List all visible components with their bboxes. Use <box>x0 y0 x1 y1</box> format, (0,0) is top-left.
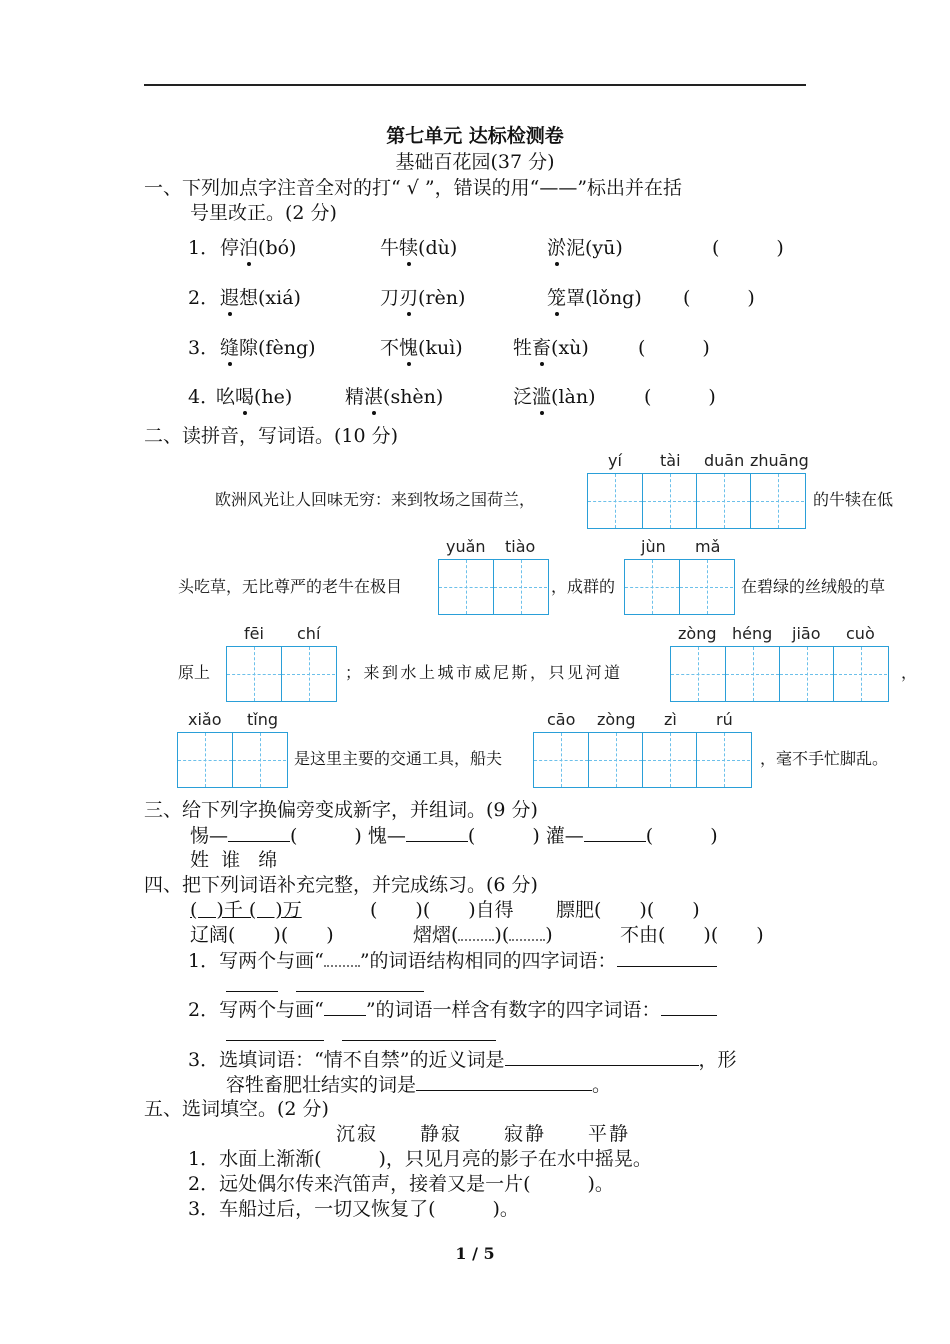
q4-blank-2b[interactable] <box>226 1022 324 1041</box>
q4-blank-3b[interactable] <box>416 1072 592 1091</box>
q1-word-b: 不愧(kuì) <box>380 337 463 359</box>
char-grid-5[interactable] <box>670 646 889 702</box>
q4-word-4: 辽阔( )( ) <box>190 924 334 946</box>
pinyin: tǐng <box>247 710 279 729</box>
char-grid-3[interactable] <box>624 559 735 615</box>
pinyin: yí <box>608 451 622 470</box>
section-subtitle: 基础百花园(37 分) <box>395 151 555 173</box>
pinyin: tiào <box>505 537 536 556</box>
pinyin: jùn <box>641 537 666 556</box>
q2-text-6: 原上 <box>178 663 211 682</box>
char-grid-6[interactable] <box>177 732 288 788</box>
q1-answer-paren[interactable]: ( ) <box>638 337 710 359</box>
q1-answer-paren[interactable]: ( ) <box>712 237 784 259</box>
q2-text-2: 的牛犊在低 <box>813 490 894 509</box>
q1-word-b: 精湛(shèn) <box>345 386 444 408</box>
pinyin: zì <box>664 710 677 729</box>
q2-text-4: ，成群的 <box>551 577 616 596</box>
q1-stem-line2: 号里改正。(2 分) <box>190 202 337 224</box>
q5-line-2: 2．远处偶尔传来汽笛声，接着又是一片( )。 <box>188 1173 614 1195</box>
q1-word-c: 淤泥(yū) <box>547 237 623 259</box>
q2-text-7: ；来到水上城市威尼斯，只见河道 <box>345 663 623 682</box>
q2-stem: 二、读拼音，写词语。(10 分) <box>144 425 399 447</box>
q4-blank-2c[interactable] <box>342 1022 496 1041</box>
pinyin: zòng <box>597 710 636 729</box>
pinyin: mǎ <box>695 537 721 556</box>
q1-word-a: 缝隙(fèng) <box>220 337 316 359</box>
char-grid-1[interactable] <box>587 473 806 529</box>
pinyin: zhuāng <box>750 451 809 470</box>
q1-num: 3． <box>188 337 220 359</box>
pinyin: rú <box>716 710 733 729</box>
pinyin: jiāo <box>792 624 821 643</box>
q3-paren-2[interactable]: ( ) <box>467 825 540 847</box>
q1-word-c: 牲畜(xù) <box>513 337 589 359</box>
q5-options: 沉寂 静寂 寂静 平静 <box>336 1123 631 1145</box>
page-title: 第七单元 达标检测卷 <box>386 125 564 147</box>
q3-stem: 三、给下列字换偏旁变成新字，并组词。(9 分) <box>144 799 538 821</box>
q1-word-a: 吆喝(he) <box>216 386 293 408</box>
q1-answer-paren[interactable]: ( ) <box>683 287 755 309</box>
q1-num: 4． <box>188 386 220 408</box>
q3-blank-2[interactable] <box>406 823 468 842</box>
q4-blank-1a[interactable] <box>617 948 717 967</box>
q4-blank-1b[interactable] <box>226 973 278 992</box>
q2-text-10: ，毫不手忙脚乱。 <box>760 749 889 768</box>
q2-text-9: 是这里主要的交通工具，船夫 <box>294 749 503 768</box>
q5-line-1: 1．水面上渐渐( )，只见月亮的影子在水中摇晃。 <box>188 1148 652 1170</box>
q4-blank-2a[interactable] <box>661 997 717 1016</box>
q3-blank-3[interactable] <box>584 823 646 842</box>
q2-text-3: 头吃草，无比尊严的老牛在极目 <box>178 577 403 596</box>
q2-text-8: ， <box>901 663 918 682</box>
q4-sub-3: 3．选填词语：“情不自禁”的近义词是 ，形 <box>188 1049 737 1071</box>
pinyin: xiǎo <box>188 710 222 729</box>
q4-sub-3-cont: 容牲畜肥壮结实的词是 。 <box>226 1074 612 1096</box>
pinyin: zòng <box>678 624 717 643</box>
q3-blank-1[interactable] <box>228 823 290 842</box>
q4-blank-3a[interactable] <box>505 1047 699 1066</box>
q1-word-b: 刀刃(rèn) <box>380 287 466 309</box>
q3-char-1: 惕— <box>190 825 229 847</box>
q4-sub-2: 2．写两个与画“ ”的词语一样含有数字的四字词语： <box>188 997 717 1022</box>
q5-line-3: 3．车船过后，一切又恢复了( )。 <box>188 1198 519 1220</box>
pinyin: chí <box>297 624 321 643</box>
pinyin: cāo <box>547 710 576 729</box>
char-grid-2[interactable] <box>438 559 549 615</box>
q2-text-5: 在碧绿的丝绒般的草 <box>741 577 886 596</box>
q1-answer-paren[interactable]: ( ) <box>644 386 716 408</box>
q4-sub-2-cont <box>226 1022 496 1047</box>
char-grid-4[interactable] <box>226 646 337 702</box>
page-number: 1 / 5 <box>455 1244 495 1263</box>
top-rule <box>144 84 806 86</box>
q3-char-2: 愧— <box>367 825 406 847</box>
q1-stem-line1: 一、下列加点字注音全对的打“ √ ”，错误的用“——”标出并在括 <box>144 177 683 199</box>
q4-blank-1c[interactable] <box>296 973 424 992</box>
q3-char-3: 灌— <box>545 825 584 847</box>
q5-stem: 五、选词填空。(2 分) <box>144 1098 329 1120</box>
q4-word-6: 不由( )( ) <box>620 924 764 946</box>
q1-word-c: 笼罩(lǒng) <box>547 287 642 309</box>
pinyin: fēi <box>244 624 264 643</box>
q4-word-3: 膘肥( )( ) <box>556 899 700 921</box>
q1-word-b: 牛犊(dù) <box>380 237 458 259</box>
pinyin: tài <box>660 451 681 470</box>
q1-word-a: 遐想(xiá) <box>220 287 301 309</box>
q4-sub-1-cont <box>226 973 424 998</box>
q4-sub-1: 1．写两个与画“ ”的词语结构相同的四字词语： <box>188 948 717 973</box>
pinyin: cuò <box>846 624 875 643</box>
pinyin: yuǎn <box>446 537 486 556</box>
q2-text-1: 欧洲风光让人回味无穷：来到牧场之国荷兰， <box>215 490 536 509</box>
q4-stem: 四、把下列词语补充完整，并完成练习。(6 分) <box>144 874 538 896</box>
char-grid-7[interactable] <box>533 732 752 788</box>
q3-row <box>190 823 718 848</box>
q4-word-5: 熠熠( )( ) <box>413 924 553 946</box>
q4-word-2: ( )( )自得 <box>370 899 514 921</box>
q3-paren-1[interactable]: ( ) <box>290 825 362 847</box>
pinyin: héng <box>732 624 773 643</box>
q3-paren-3[interactable]: ( ) <box>645 825 718 847</box>
pinyin: duān <box>704 451 745 470</box>
q4-word-1: ( )千 ( )万 <box>190 899 302 921</box>
q1-num: 2． <box>188 287 220 309</box>
q1-word-a: 停泊(bó) <box>220 237 297 259</box>
q1-num: 1． <box>188 237 220 259</box>
q3-handwritten-answers: 姓 谁 绵 <box>190 849 278 871</box>
q1-word-c: 泛滥(làn) <box>513 386 596 408</box>
